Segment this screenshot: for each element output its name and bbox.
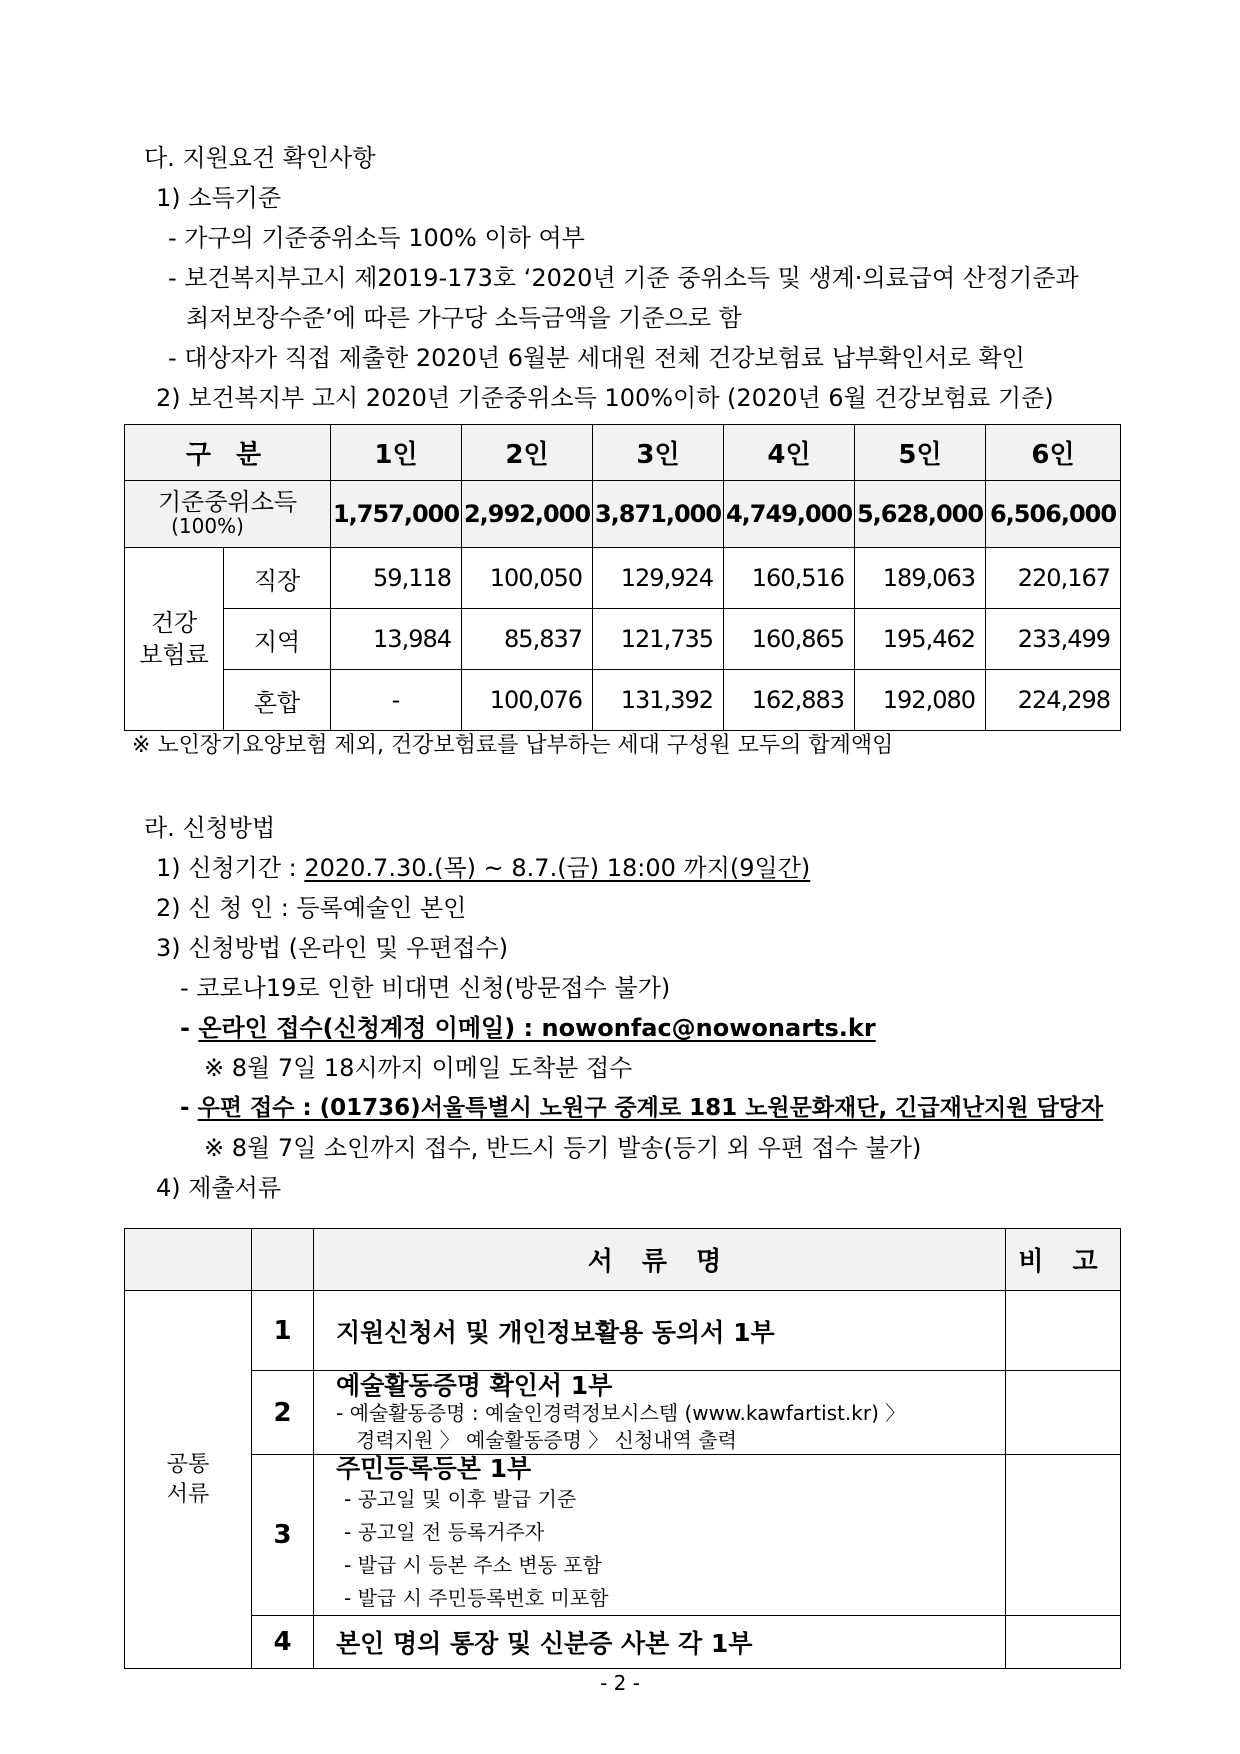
bullet-median-income: - 가구의 기준중위소득 100% 이하 여부 [168,224,585,252]
median-value: 4,749,000 [724,481,855,548]
doc-note [1006,1455,1121,1616]
doc-category [125,1291,252,1669]
median-value: 1,757,000 [331,481,462,548]
header-col: 3인 [593,425,724,481]
median-income-label [125,481,331,548]
median-value: 2,992,000 [462,481,593,548]
insurance-value: 129,924 [593,548,724,609]
header-empty [252,1229,314,1291]
insurance-row-workplace [125,548,1121,609]
docs-table [124,1228,1121,1669]
insurance-value: 85,837 [462,609,593,670]
median-label-line2: (100%) [171,514,244,538]
income-table-header [125,425,1121,481]
section-c-heading: 다. 지원요건 확인사항 [144,144,376,172]
period-value: 2020.7.30.(목) ~ 8.7.(금) 18:00 까지(9일간) [304,854,811,882]
doc-number: 1 [252,1291,314,1371]
doc-row [125,1371,1121,1455]
insurance-value: 162,883 [724,670,855,731]
section-d-heading: 라. 신청방법 [144,814,276,842]
insurance-type: 혼합 [224,670,331,731]
insurance-value: 100,076 [462,670,593,731]
doc-cell [314,1455,1006,1616]
application-method: 3) 신청방법 (온라인 및 우편접수) [156,934,509,962]
required-docs: 4) 제출서류 [156,1174,281,1202]
doc-note [1006,1291,1121,1371]
insurance-value: 224,298 [986,670,1121,731]
period-label: 1) 신청기간 : [156,854,305,882]
doc-detail: - 발급 시 등본 주소 변동 포함 [344,1553,602,1577]
insurance-value: 220,167 [986,548,1121,609]
page-number: - 2 - [600,1671,640,1695]
doc-row [125,1291,1121,1371]
bullet-notice: - 보건복지부고시 제2019-173호 ‘2020년 기준 중위소득 및 생계·의료급여 산정기준과 [168,264,1079,292]
doc-number: 2 [252,1371,314,1455]
median-income-row [125,481,1121,548]
insurance-value: 160,865 [724,609,855,670]
header-doc-name: 서 류 명 [314,1229,1006,1291]
doc-title: 예술활동증명 확인서 1부 [336,1370,613,1400]
median-value: 3,871,000 [593,481,724,548]
doc-note [1006,1616,1121,1669]
item-income-criteria: 1) 소득기준 [156,184,281,212]
header-note: 비 고 [1006,1229,1121,1291]
doc-row [125,1455,1121,1616]
bullet-insurance-proof: - 대상자가 직접 제출한 2020년 6월분 세대원 전체 건강보험료 납부확인서로 확인 [168,344,1025,372]
insurance-value: 192,080 [855,670,986,731]
insurance-value: 233,499 [986,609,1121,670]
doc-note [1006,1371,1121,1455]
postal-submission [180,1093,1103,1123]
insurance-value: 131,392 [593,670,724,731]
insurance-value: 121,735 [593,609,724,670]
insurance-value: 100,050 [462,548,593,609]
doc-detail: - 예술활동증명 : 예술인경력정보시스템 (www.kawfartist.kr) 〉 [336,1400,906,1425]
insurance-value: 189,063 [855,548,986,609]
header-col: 5인 [855,425,986,481]
income-table [124,424,1121,731]
header-col: 4인 [724,425,855,481]
insurance-label-line2: 보험료 [139,641,209,669]
doc-title: 지원신청서 및 개인정보활용 동의서 1부 [314,1291,1006,1371]
online-submission [180,1013,876,1043]
category-line1: 공통 [166,1451,210,1477]
insurance-type: 직장 [224,548,331,609]
header-category: 구 분 [125,425,331,481]
insurance-type: 지역 [224,609,331,670]
insurance-value: 195,462 [855,609,986,670]
category-line2: 서류 [166,1481,210,1507]
income-table-note: ※ 노인장기요양보험 제외, 건강보험료를 납부하는 세대 구성원 모두의 합계액임 [132,733,894,758]
doc-title: 주민등록등본 1부 [336,1454,532,1483]
median-label-line1: 기준중위소득 [157,488,298,516]
insurance-label-line1: 건강 [150,609,198,637]
median-value: 6,506,000 [986,481,1121,548]
insurance-label [125,548,224,731]
post-dash: - [180,1095,198,1121]
application-period [156,853,810,883]
header-col: 1인 [331,425,462,481]
applicant: 2) 신 청 인 : 등록예술인 본인 [156,894,467,922]
insurance-value: 160,516 [724,548,855,609]
post-note: ※ 8월 7일 소인까지 접수, 반드시 등기 발송(등기 외 우편 접수 불가) [204,1134,922,1162]
doc-number: 4 [252,1616,314,1669]
online-email-link[interactable]: 온라인 접수(신청계정 이메일) : nowonfac@nowonarts.kr [198,1014,876,1042]
doc-detail: - 공고일 전 등록거주자 [344,1520,545,1544]
post-address: 우편 접수 : (01736)서울특별시 노원구 중계로 181 노원문화재단, 긴급재난지원 담당자 [197,1095,1104,1121]
header-col: 2인 [462,425,593,481]
doc-detail: 경력지원 〉 예술활동증명 〉 신청내역 출력 [356,1427,737,1452]
method-contactless: - 코로나19로 인한 비대면 신청(방문접수 불가) [180,974,671,1002]
insurance-value: - [331,670,462,731]
bullet-notice-cont: 최저보장수준’에 따른 가구당 소득금액을 기준으로 함 [186,304,742,332]
header-col: 6인 [986,425,1121,481]
docs-table-header [125,1229,1121,1291]
online-note: ※ 8월 7일 18시까지 이메일 도착분 접수 [204,1054,633,1082]
doc-detail: - 공고일 및 이후 발급 기준 [344,1487,577,1511]
doc-title: 본인 명의 통장 및 신분증 사본 각 1부 [314,1616,1006,1669]
doc-cell [314,1371,1006,1455]
doc-detail: - 발급 시 주민등록번호 미포함 [344,1586,609,1610]
insurance-row-mixed [125,670,1121,731]
header-empty [125,1229,252,1291]
online-dash: - [180,1014,199,1042]
item-median-table-title: 2) 보건복지부 고시 2020년 기준중위소득 100%이하 (2020년 6월 건강보험료 기준) [156,384,1054,412]
insurance-value: 59,118 [331,548,462,609]
insurance-value: 13,984 [331,609,462,670]
doc-number: 3 [252,1455,314,1616]
insurance-row-regional [125,609,1121,670]
median-value: 5,628,000 [855,481,986,548]
doc-row [125,1616,1121,1669]
